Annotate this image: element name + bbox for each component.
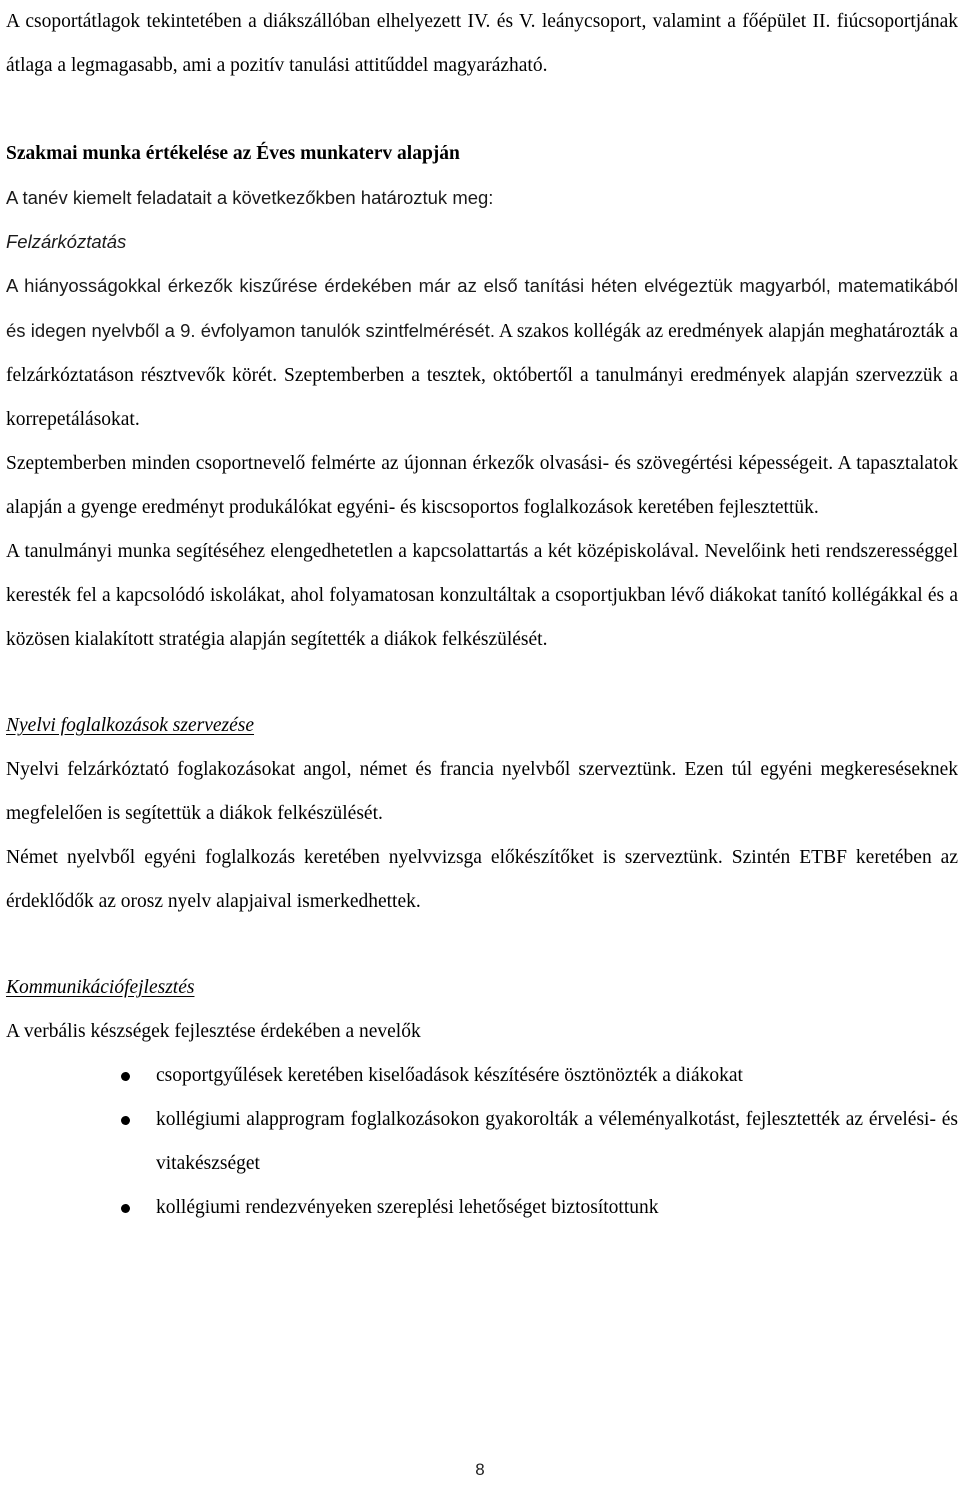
bullet-item: csoportgyűlések keretében kiselőadások készítésére ösztönözték a diákokat [156, 1054, 958, 1098]
felzarkoztatas-paragraph-3: A tanulmányi munka segítéséhez elengedhetetlen a kapcsolattartás a két középiskolával. Nevelőink heti rendszerességgel keresték fel a kapcsolódó iskolákat, ahol folyamatosan konzultáltak a csoportjukban lévő diákokat tanító kollégákkal és a közösen kialakított stratégia alapján segítették a diákok felkészülését. [6, 541, 958, 650]
kommunikacio-intro: A verbális készségek fejlesztése érdekében a nevelők [6, 1021, 421, 1042]
felzarkoztatas-p1-sans: A hiányosságokkal érkezők kiszűrése érdekében már az első tanítási héten elvégeztük magyarból, matematikából és idegen nyelvből a 9. évfolyamon tanulók szintfelmérését. [6, 275, 958, 341]
bullet-item: kollégiumi rendezvényeken szereplési lehetőséget biztosítottunk [156, 1186, 958, 1230]
felzarkoztatas-paragraph-2: Szeptemberben minden csoportnevelő felmérte az újonnan érkezők olvasási- és szövegértési képességeit. A tapasztalatok alapján a gyenge eredményt produkálókat egyéni- és kiscsoportos foglalkozások keretében fejlesztettük. [6, 453, 958, 518]
spacer [6, 88, 958, 132]
intro-paragraph: A csoportátlagok tekintetében a diákszállóban elhelyezett IV. és V. leánycsoport, valamint a főépület II. fiúcsoportjának átlaga a legmagasabb, ami a pozitív tanulási attitűddel magyarázható. [6, 11, 958, 76]
section-intro: A tanév kiemelt feladatait a következőkben határoztuk meg: [6, 187, 494, 208]
kommunikacio-bullet-list [6, 1054, 958, 1230]
page-number: 8 [475, 1460, 485, 1479]
felzarkoztatas-paragraph-1 [6, 264, 958, 442]
bullet-item: kollégiumi alapprogram foglalkozásokon gyakorolták a véleményalkotást, fejlesztették az érvelési- és vitakészséget [156, 1098, 958, 1186]
nyelvi-title: Nyelvi foglalkozások szervezése [6, 715, 255, 736]
felzarkoztatas-p1-cont: A szakos kollégák az eredmények alapján meghatározták a felzárkóztatáson résztvevők körét. Szeptemberben a tesztek, októbertől a tanulmányi eredmények alapján szervezzük a korrepetálásokat. [6, 321, 958, 430]
spacer [6, 924, 958, 966]
section-heading: Szakmai munka értékelése az Éves munkaterv alapján [6, 143, 460, 164]
spacer [6, 662, 958, 704]
document-page [6, 0, 958, 1230]
kommunikacio-title: Kommunikációfejlesztés [6, 977, 195, 998]
nyelvi-paragraph-1: Nyelvi felzárkóztató foglakozásokat angol, német és francia nyelvből szerveztünk. Ezen túl egyéni megkereséseknek megfelelően is segítettük a diákok felkészülését. [6, 759, 958, 824]
nyelvi-paragraph-2: Német nyelvből egyéni foglalkozás keretében nyelvvizsga előkészítőket is szerveztünk. Szintén ETBF keretében az érdeklődők az orosz nyelv alapjaival ismerkedhettek. [6, 847, 958, 912]
felzarkoztatas-title: Felzárkóztatás [6, 231, 127, 252]
